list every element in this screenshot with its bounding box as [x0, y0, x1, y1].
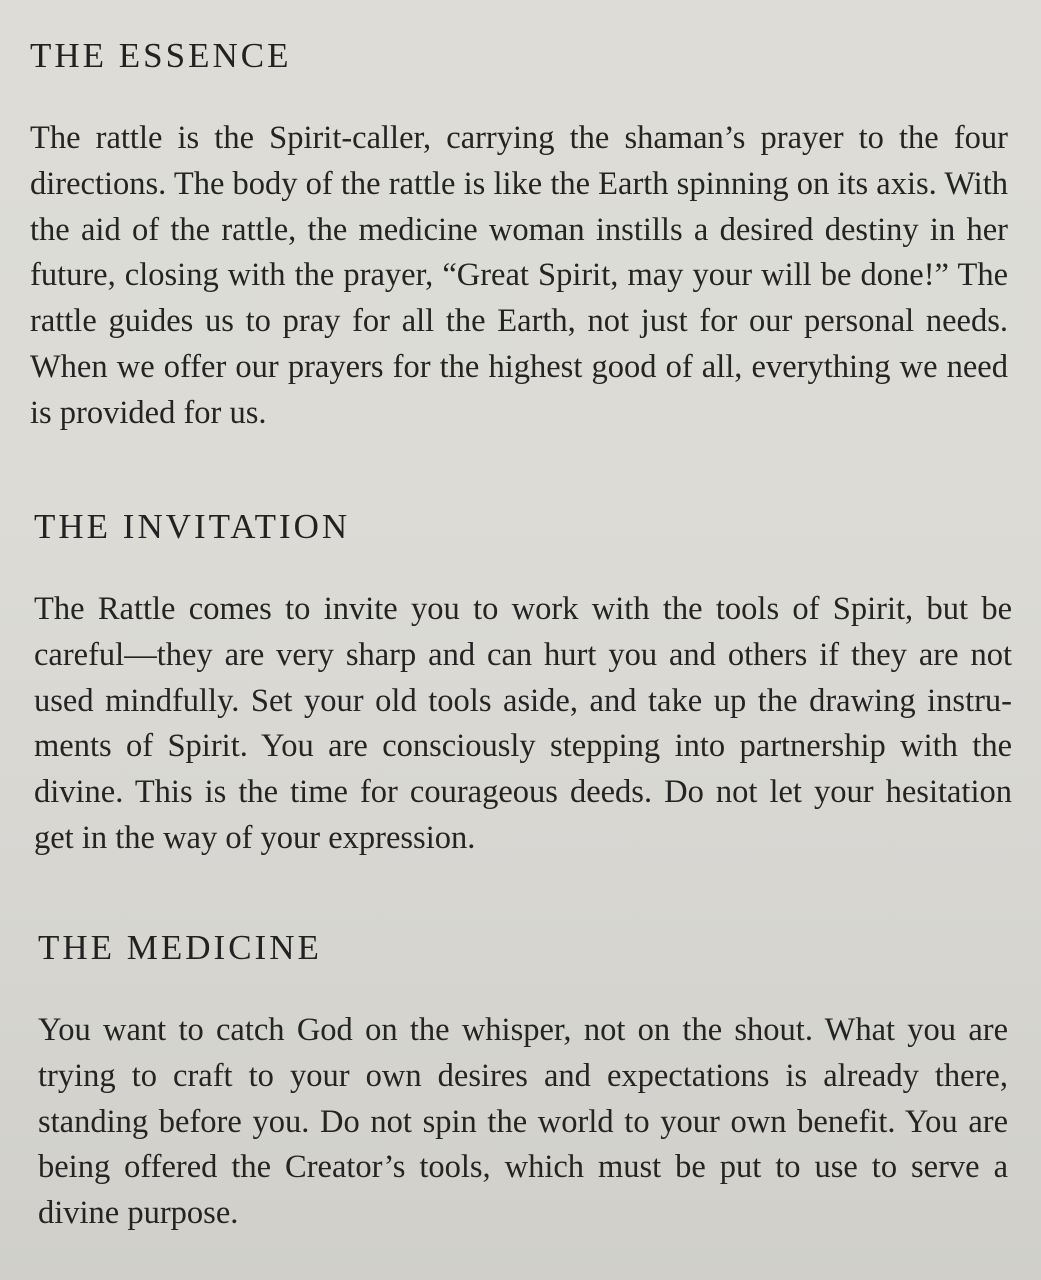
section-essence: [30, 36, 1008, 437]
section-heading-essence: THE ESSENCE: [30, 36, 292, 75]
section-medicine: [38, 928, 1008, 1237]
section-invitation: [34, 507, 1012, 862]
section-heading-invitation: THE INVITATION: [34, 507, 351, 546]
section-body-invitation: The Rattle comes to invite you to work with the tools of Spirit, but be careful—they are very sharp and can hurt you and others if they are not used mindfully. Set your old tools aside, and take up the drawing instruments of Spirit. You are consciously stepping into partnership with the divine. This is the time for courageous deeds. Do not let your hesitation get in the way of your expression.: [34, 591, 1012, 856]
section-body-essence: The rattle is the Spirit-caller, carrying the shaman’s prayer to the four directions. The body of the rattle is like the Earth spinning on its axis. With the aid of the rattle, the medicine woman instills a desired destiny in her future, closing with the prayer, “Great Spirit, may your will be done!” The rattle guides us to pray for all the Earth, not just for our personal needs. When we offer our prayers for the highest good of all, everything we need is provided for us.: [30, 120, 1008, 431]
section-heading-medicine: THE MEDICINE: [38, 928, 322, 967]
section-body-medicine: You want to catch God on the whisper, not on the shout. What you are trying to craft to your own desires and expectations is already there, standing before you. Do not spin the world to your own benefit. You are being offered the Creator’s tools, which must be put to use to serve a divine purpose.: [38, 1012, 1008, 1232]
